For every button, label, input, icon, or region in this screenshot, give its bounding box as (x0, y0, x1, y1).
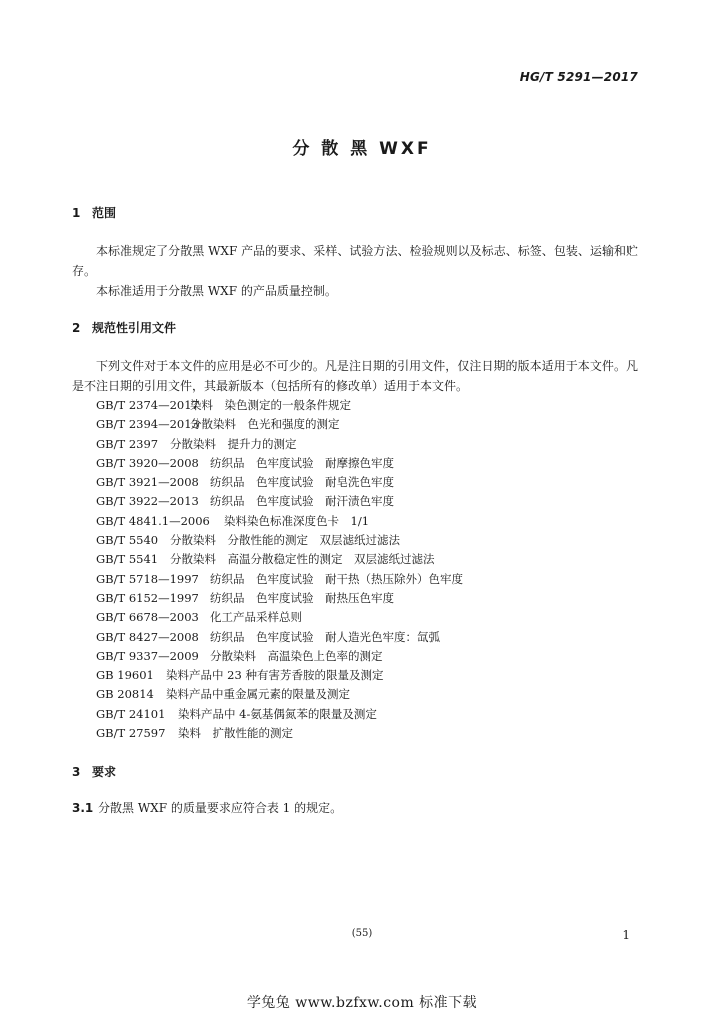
reference-title: 染料产品中重金属元素的限量及测定 (166, 687, 350, 702)
section-3-number: 3 (72, 765, 81, 779)
reference-code: GB/T 9337—2009 (96, 648, 199, 663)
reference-title: 分散染料 分散性能的测定 双层滤纸过滤法 (170, 533, 400, 548)
reference-code: GB/T 5718—1997 (96, 571, 199, 586)
reference-code: GB/T 4841.1—2006 (96, 513, 210, 528)
reference-title: 分散染料 提升力的测定 (170, 436, 297, 451)
reference-item (96, 396, 463, 415)
reference-title: 染料染色标准深度色卡 1/1 (224, 513, 370, 528)
reference-title: 纺织品 色牢度试验 耐汗渍色牢度 (210, 494, 394, 509)
section-2-heading (72, 319, 176, 336)
reference-item (96, 435, 463, 454)
reference-code: GB/T 5541 (96, 552, 159, 567)
reference-title: 分散染料 高温染色上色率的测定 (210, 648, 383, 663)
reference-code: GB/T 2394—2013 (96, 417, 199, 432)
reference-item (96, 570, 463, 589)
reference-code: GB/T 27597 (96, 726, 166, 741)
reference-title: 染料产品中 4-氨基偶氮苯的限量及测定 (178, 706, 377, 721)
reference-title: 纺织品 色牢度试验 耐摩擦色牢度 (210, 455, 394, 470)
reference-item (96, 415, 463, 434)
reference-title: 染料 扩散性能的测定 (178, 726, 293, 741)
clause-text: 分散黑 WXF 的质量要求应符合表 1 的规定。 (98, 801, 343, 815)
section-2-title: 规范性引用文件 (92, 321, 177, 335)
reference-item (96, 705, 463, 724)
scope-paragraph-2: 本标准适用于分散黑 WXF 的产品质量控制。 (96, 284, 337, 298)
section-1-number: 1 (72, 206, 81, 220)
reference-item (96, 550, 463, 569)
reference-item (96, 724, 463, 743)
reference-item (96, 512, 463, 531)
scope-paragraph-1: 本标准规定了分散黑 WXF 产品的要求、采样、试验方法、检验规则以及标志、标签、包装、运输和贮存。 (72, 244, 638, 278)
reference-code: GB/T 3920—2008 (96, 455, 199, 470)
clause-3-1 (72, 798, 342, 818)
reference-code: GB/T 24101 (96, 706, 166, 721)
reference-item (96, 647, 463, 666)
reference-title: 分散染料 色光和强度的测定 (190, 417, 340, 432)
normative-refs-intro: 下列文件对于本文件的应用是必不可少的。凡是注日期的引用文件，仅注日期的版本适用于本文件。凡是不注日期的引用文件，其最新版本（包括所有的修改单）适用于本文件。 (72, 359, 638, 393)
reference-code: GB/T 8427—2008 (96, 629, 199, 644)
clause-number: 3.1 (72, 801, 94, 815)
reference-title: 分散染料 高温分散稳定性的测定 双层滤纸过滤法 (170, 552, 435, 567)
standard-code: HG/T 5291—2017 (519, 70, 638, 84)
reference-item (96, 589, 463, 608)
watermark-footer: 学兔兔 www.bzfxw.com 标准下载 (246, 995, 478, 1011)
document-title: 分 散 黑 WXF (292, 139, 432, 159)
reference-item (96, 473, 463, 492)
reference-item (96, 492, 463, 511)
reference-item (96, 685, 463, 704)
reference-title: 纺织品 色牢度试验 耐热压色牢度 (210, 590, 394, 605)
reference-code: GB/T 2397 (96, 436, 159, 451)
page-number: 1 (622, 928, 630, 942)
reference-code: GB/T 5540 (96, 533, 159, 548)
section-1-title: 范围 (92, 206, 117, 220)
section-3-heading (72, 763, 116, 780)
reference-code: GB/T 2374—2017 (96, 398, 199, 412)
reference-code: GB/T 3922—2013 (96, 494, 199, 509)
reference-list (96, 396, 463, 743)
reference-title: 纺织品 色牢度试验 耐人造光色牢度：氙弧 (210, 629, 440, 644)
section-3-title: 要求 (92, 765, 117, 779)
reference-code: GB 19601 (96, 668, 154, 683)
reference-item (96, 628, 463, 647)
reference-title: 染料产品中 23 种有害芳香胺的限量及测定 (166, 668, 384, 683)
reference-title: 染料 染色测定的一般条件规定 (190, 398, 351, 412)
reference-code: GB/T 3921—2008 (96, 475, 199, 490)
page-number-center: (55) (351, 928, 373, 939)
reference-item (96, 666, 463, 685)
reference-code: GB/T 6152—1997 (96, 590, 199, 605)
reference-item (96, 531, 463, 550)
reference-code: GB 20814 (96, 687, 154, 702)
reference-item (96, 454, 463, 473)
reference-code: GB/T 6678—2003 (96, 610, 199, 625)
section-2-number: 2 (72, 321, 81, 335)
reference-title: 化工产品采样总则 (210, 610, 302, 625)
reference-title: 纺织品 色牢度试验 耐皂洗色牢度 (210, 475, 394, 490)
reference-item (96, 608, 463, 627)
reference-title: 纺织品 色牢度试验 耐干热（热压除外）色牢度 (210, 571, 463, 586)
section-1-heading (72, 204, 116, 221)
